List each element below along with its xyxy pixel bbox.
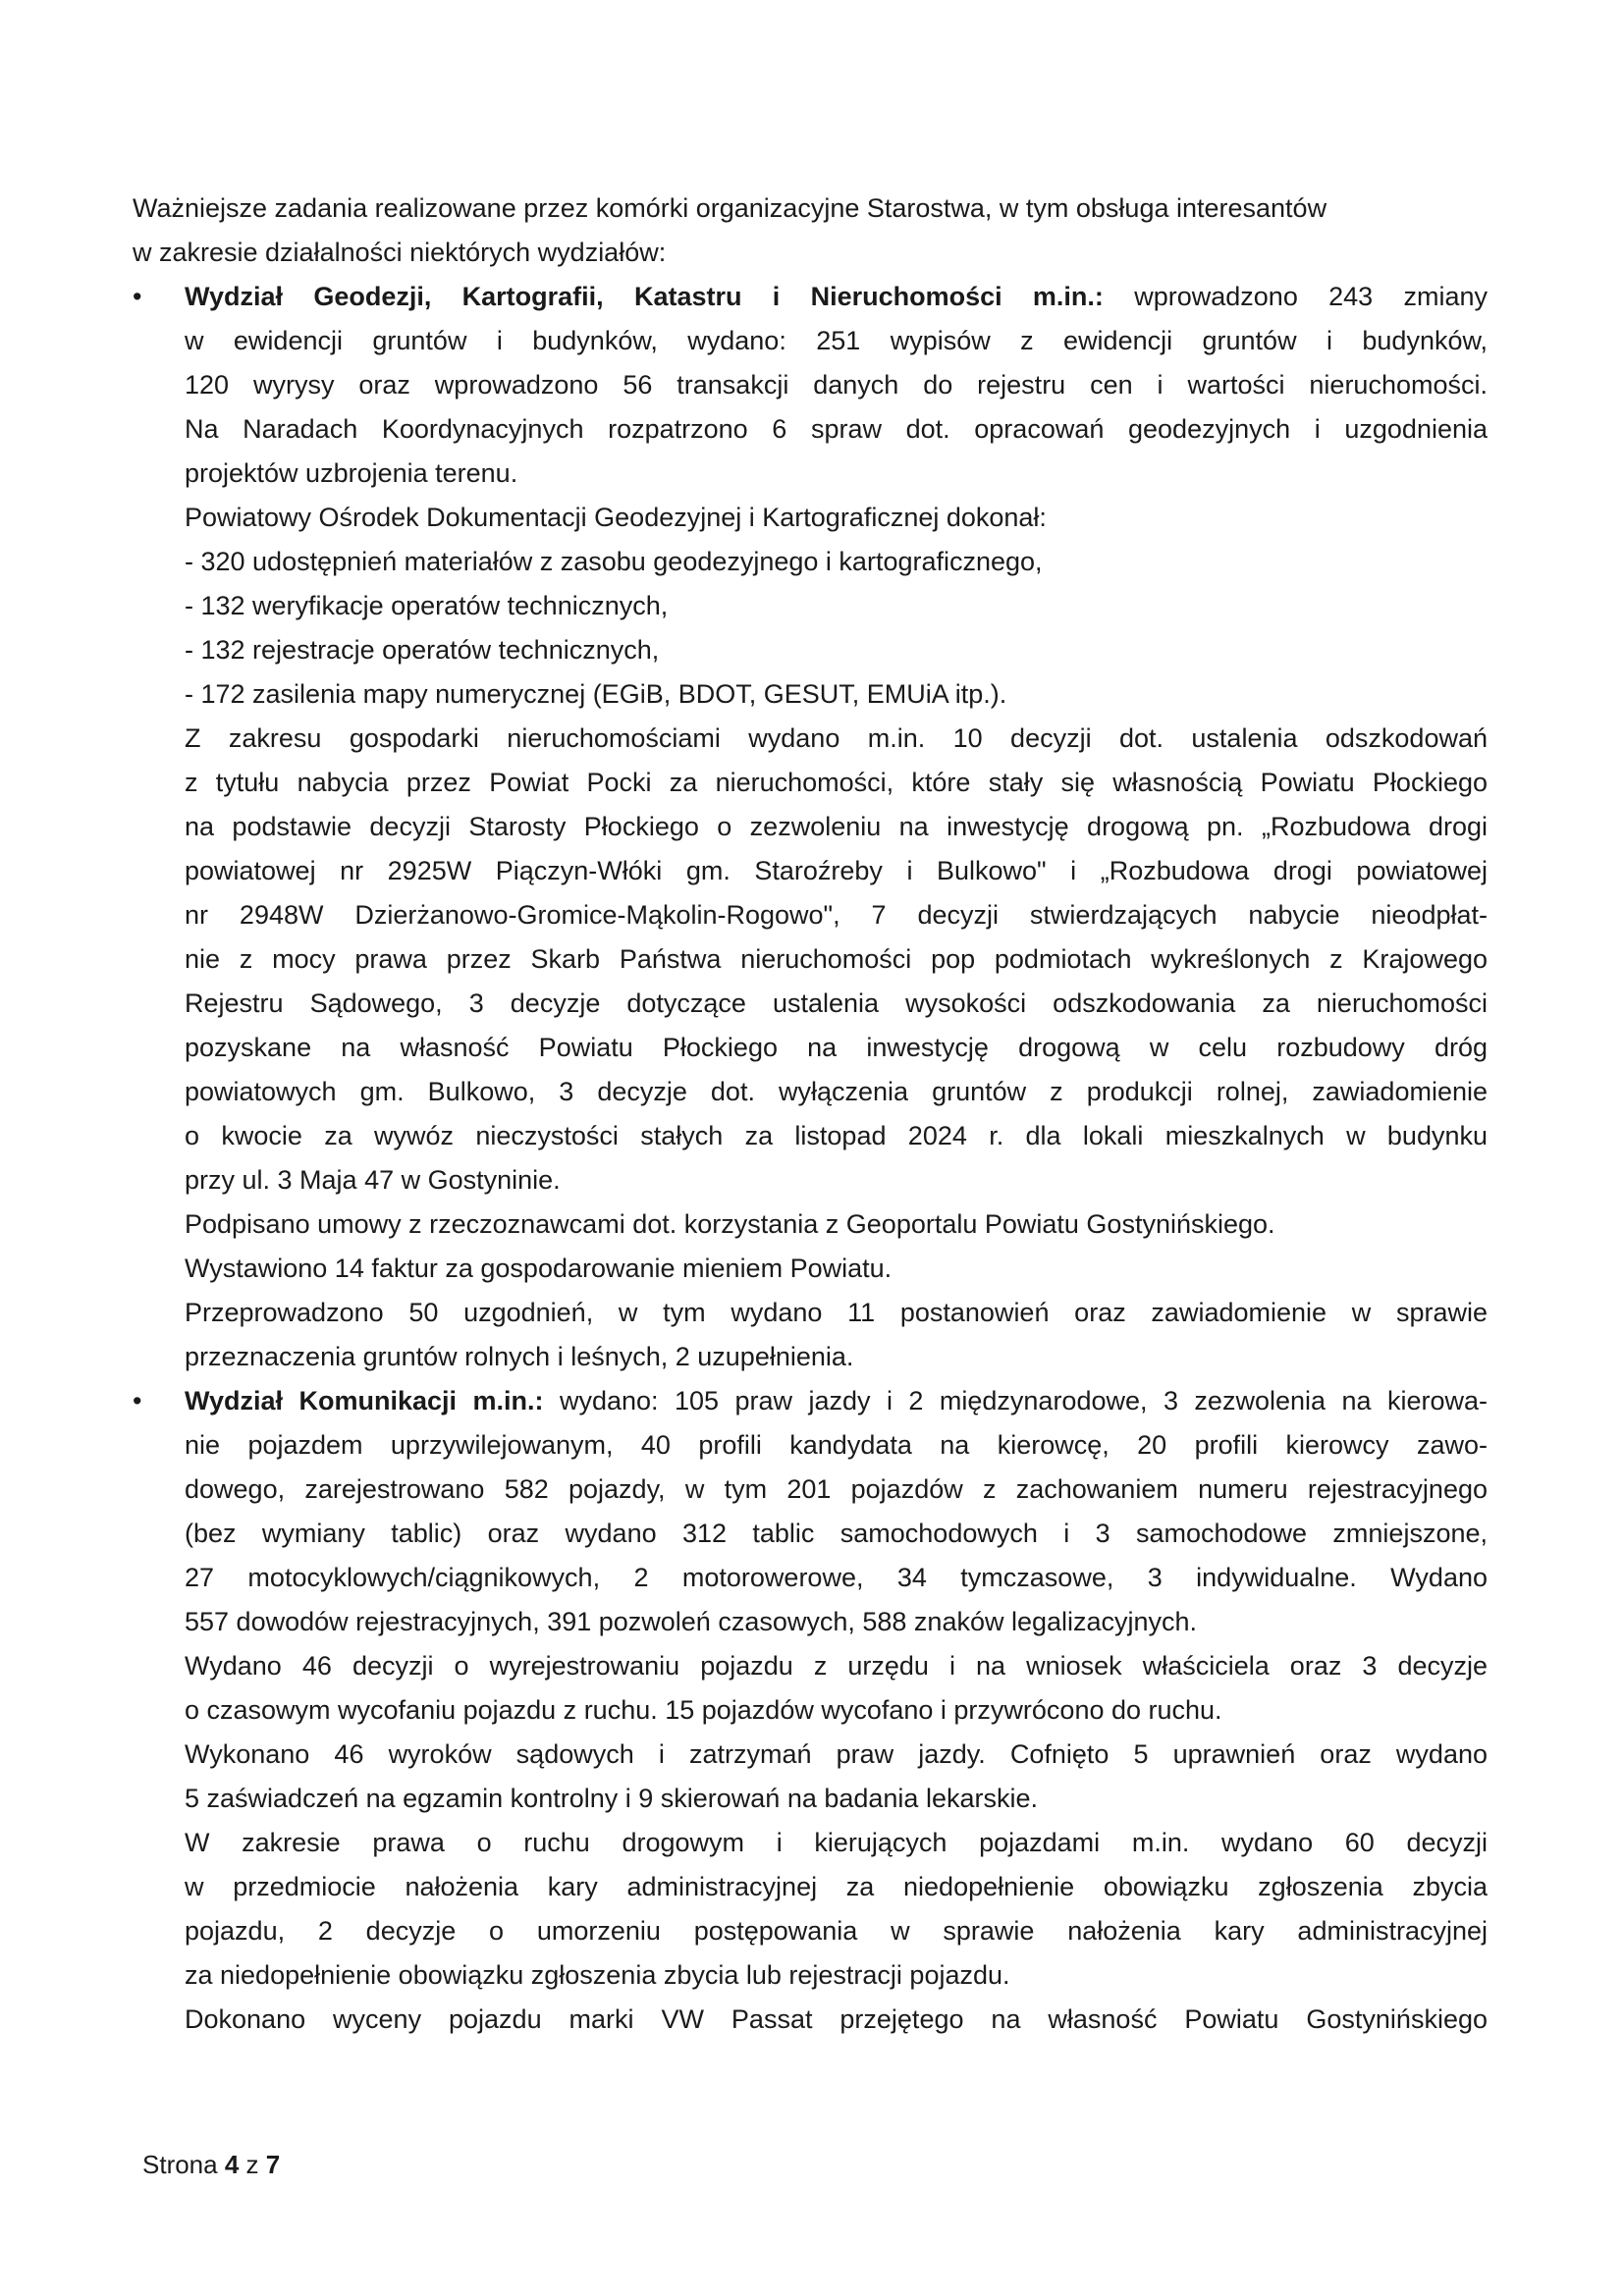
text-line: przeznaczenia gruntów rolnych i leśnych, 2 uzupełnienia. [185,1342,854,1371]
section-geodezja-heading: Wydział Geodezji, Kartografii, Katastru i Nieruchomości m.in.: [185,282,1104,311]
text-line: 27 motocyklowych/ciągnikowych, 2 motorowerowe, 34 tymczasowe, 3 indywidualne. Wydano [185,1563,1488,1592]
text-line: o kwocie za wywóz nieczystości stałych za listopad 2024 r. dla lokali mieszkalnych w budynku [185,1121,1488,1150]
bullet-icon: • [133,1386,142,1415]
text-line: Rejestru Sądowego, 3 decyzje dotyczące ustalenia wysokości odszkodowania za nieruchomości [185,988,1488,1018]
section-geodezja-first-line [133,275,1488,319]
text-line: przy ul. 3 Maja 47 w Gostyninie. [185,1165,561,1195]
text-line: 5 zaświadczeń na egzamin kontrolny i 9 skierowań na badania lekarskie. [185,1784,1038,1813]
text-line: powiatowej nr 2925W Piączyn-Włóki gm. Staroźreby i Bulkowo" i „Rozbudowa drogi powiatowej [185,856,1488,885]
page-number-total: 7 [265,2150,281,2179]
text-line: dowego, zarejestrowano 582 pojazdy, w tym 201 pojazdów z zachowaniem numeru rejestracyjnego [185,1474,1488,1504]
page-number-current: 4 [224,2150,240,2179]
text-line: - 320 udostępnień materiałów z zasobu geodezyjnego i kartograficznego, [185,547,1043,576]
text-line: Na Naradach Koordynacyjnych rozpatrzono 6 spraw dot. opracowań geodezyjnych i uzgodnienia [185,414,1488,444]
section-komunikacja-first-line [133,1379,1488,1423]
text-line: Przeprowadzono 50 uzgodnień, w tym wydano 11 postanowień oraz zawiadomienie w sprawie [185,1298,1488,1327]
text-line: pojazdu, 2 decyzje o umorzeniu postępowania w sprawie nałożenia kary administracyjnej [185,1916,1488,1946]
text-line: w ewidencji gruntów i budynków, wydano: 251 wypisów z ewidencji gruntów i budynków, [185,326,1488,355]
text-line: o czasowym wycofaniu pojazdu z ruchu. 15 pojazdów wycofano i przywrócono do ruchu. [185,1695,1222,1725]
text-line: W zakresie prawa o ruchu drogowym i kierujących pojazdami m.in. wydano 60 decyzji [185,1828,1488,1857]
text-line: nie pojazdem uprzywilejowanym, 40 profili kandydata na kierowcę, 20 profili kierowcy zawo- [185,1430,1488,1460]
page-number-prefix: Strona [142,2150,225,2179]
text-line: Z zakresu gospodarki nieruchomościami wydano m.in. 10 decyzji dot. ustalenia odszkodowań [185,723,1488,753]
text-line: 120 wyrysy oraz wprowadzono 56 transakcji danych do rejestru cen i wartości nieruchomości. [185,370,1488,400]
section-komunikacja-text [133,1423,1488,2042]
page-number-middle: z [239,2150,266,2179]
section-komunikacja-heading: Wydział Komunikacji m.in.: [185,1386,544,1415]
text-line: - 132 rejestracje operatów technicznych, [185,635,660,665]
text-line: 557 dowodów rejestracyjnych, 391 pozwoleń czasowych, 588 znaków legalizacyjnych. [185,1607,1198,1636]
bullet-icon: • [133,282,142,311]
text-line: Wydano 46 decyzji o wyrejestrowaniu pojazdu z urzędu i na wniosek właściciela oraz 3 decyzje [185,1651,1488,1681]
text-line: z tytułu nabycia przez Powiat Pocki za nieruchomości, które stały się własnością Powiatu Płockiego [185,768,1488,797]
page-number [142,2150,280,2180]
text-line: za niedopełnienie obowiązku zgłoszenia zbycia lub rejestracji pojazdu. [185,1960,1010,1990]
text-line: w przedmiocie nałożenia kary administracyjnej za niedopełnienie obowiązku zgłoszenia zbycia [185,1872,1488,1901]
text-line: - 172 zasilenia mapy numerycznej (EGiB, BDOT, GESUT, EMUiA itp.). [185,679,1007,709]
text-line: Powiatowy Ośrodek Dokumentacji Geodezyjnej i Kartograficznej dokonał: [185,503,1047,532]
text-line: projektów uzbrojenia terenu. [185,458,518,488]
section-geodezja-text [133,319,1488,1379]
text-line: - 132 weryfikacje operatów technicznych, [185,591,669,620]
text-line: Wykonano 46 wyroków sądowych i zatrzymań praw jazdy. Cofnięto 5 uprawnień oraz wydano [185,1739,1488,1769]
text-line: nr 2948W Dzierżanowo-Gromice-Mąkolin-Rogowo", 7 decyzji stwierdzających nabycie nieodpłat- [185,900,1488,930]
intro-line-2: w zakresie działalności niektórych wydziałów: [133,238,667,267]
text-line: powiatowych gm. Bulkowo, 3 decyzje dot. wyłączenia gruntów z produkcji rolnej, zawiadomienie [185,1077,1488,1106]
text-line: na podstawie decyzji Starosty Płockiego o zezwoleniu na inwestycję drogową pn. „Rozbudowa drogi [185,812,1488,841]
text-line: nie z mocy prawa przez Skarb Państwa nieruchomości pop podmiotach wykreślonych z Krajowego [185,944,1488,974]
text-line: Dokonano wyceny pojazdu marki VW Passat przejętego na własność Powiatu Gostynińskiego [185,2004,1488,2034]
document-body [133,187,1488,2042]
text-line: pozyskane na własność Powiatu Płockiego na inwestycję drogową w celu rozbudowy dróg [185,1033,1488,1062]
intro-line-1: Ważniejsze zadania realizowane przez komórki organizacyjne Starostwa, w tym obsługa interesantów [133,193,1327,223]
section-komunikacja-first-text: wydano: 105 praw jazdy i 2 międzynarodowe, 3 zezwolenia na kierowa- [543,1386,1488,1415]
text-line: Wystawiono 14 faktur za gospodarowanie mieniem Powiatu. [185,1254,893,1283]
text-line: Podpisano umowy z rzeczoznawcami dot. korzystania z Geoportalu Powiatu Gostynińskiego. [185,1209,1275,1239]
text-line: (bez wymiany tablic) oraz wydano 312 tablic samochodowych i 3 samochodowe zmniejszone, [185,1519,1488,1548]
section-geodezja-first-text: wprowadzono 243 zmiany [1103,282,1488,311]
